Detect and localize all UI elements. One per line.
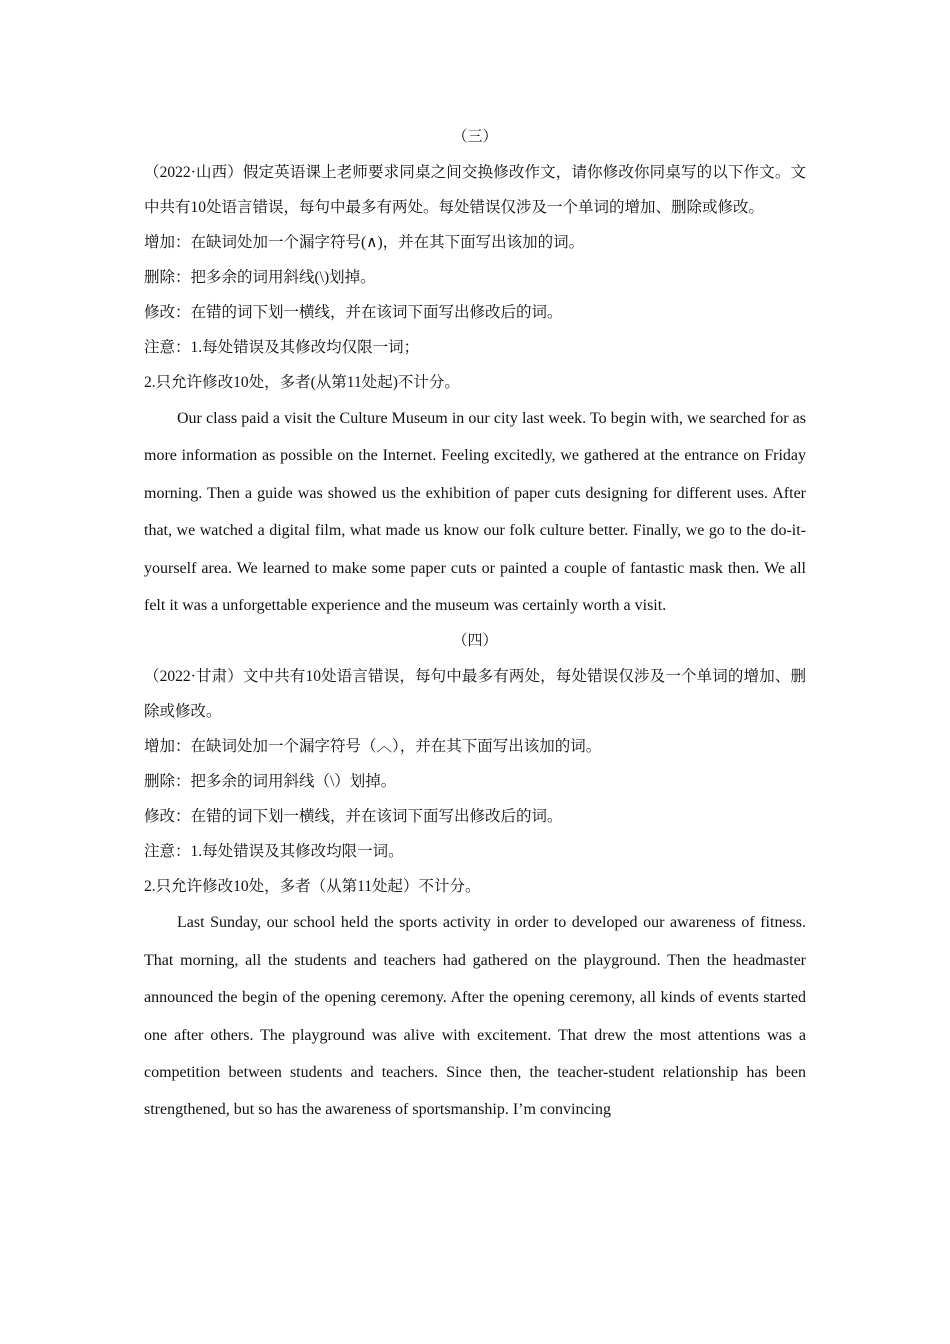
section3-passage: Our class paid a visit the Culture Museum in our city last week. To begin with, we searched for as more information as possible on the Internet. Feeling excitedly, we gathered at the entrance on Friday morning. Then a guide was showed us the exhibition of paper cuts designing for different uses. After that, we watched a digital film, what made us know our folk culture better. Finally, we go to the do-it-yourself area. We learned to make some paper cuts or painted a couple of fantastic mask then. We all felt it was a unforgettable experience and the museum was certainly worth a visit. <box>144 410 806 615</box>
section4-note1: 注意：1.每处错误及其修改均限一词。 <box>144 843 404 861</box>
section3-add-rule: 增加：在缺词处加一个漏字符号(∧)，并在其下面写出该加的词。 <box>144 234 585 251</box>
section4-note2: 2.只允许修改10处，多者（从第11处起）不计分。 <box>144 878 481 896</box>
section4-passage: Last Sunday, our school held the sports activity in order to developed our awareness of fitness. That morning, all the students and teachers had gathered on the playground. Then the headmaster announced the begin of the opening ceremony. After the opening ceremony, all kinds of events started one after others. The playground was alive with excitement. That drew the most attentions was a competition between students and teachers. Since then, the teacher-student relationship has been strengthened, but so has the awareness of sportsmanship. I’m convincing <box>144 914 806 1119</box>
section3-heading: （三） <box>452 129 498 145</box>
section3-intro: （2022·山西）假定英语课上老师要求同桌之间交换修改作文，请你修改你同桌写的以下作文。文中共有10处语言错误，每句中最多有两处。每处错误仅涉及一个单词的增加、删除或修改。 <box>144 164 806 216</box>
section3-note1: 注意：1.每处错误及其修改均仅限一词； <box>144 339 420 356</box>
section4-intro: （2022·甘肃）文中共有10处语言错误，每句中最多有两处，每处错误仅涉及一个单词的增加、删除或修改。 <box>144 668 806 721</box>
section3-delete-rule: 删除：把多余的词用斜线(\)划掉。 <box>144 269 376 286</box>
section3-modify-rule: 修改：在错的词下划一横线，并在该词下面写出修改后的词。 <box>144 304 563 321</box>
section4-add-rule: 增加：在缺词处加一个漏字符号（︿），并在其下面写出该加的词。 <box>144 738 602 756</box>
section3-note2: 2.只允许修改10处，多者(从第11处起)不计分。 <box>144 374 460 391</box>
section4-heading: （四） <box>452 633 498 650</box>
document-page <box>144 120 806 1129</box>
section4-modify-rule: 修改：在错的词下划一横线，并在该词下面写出修改后的词。 <box>144 808 563 826</box>
section4-delete-rule: 删除：把多余的词用斜线（\）划掉。 <box>144 773 397 791</box>
